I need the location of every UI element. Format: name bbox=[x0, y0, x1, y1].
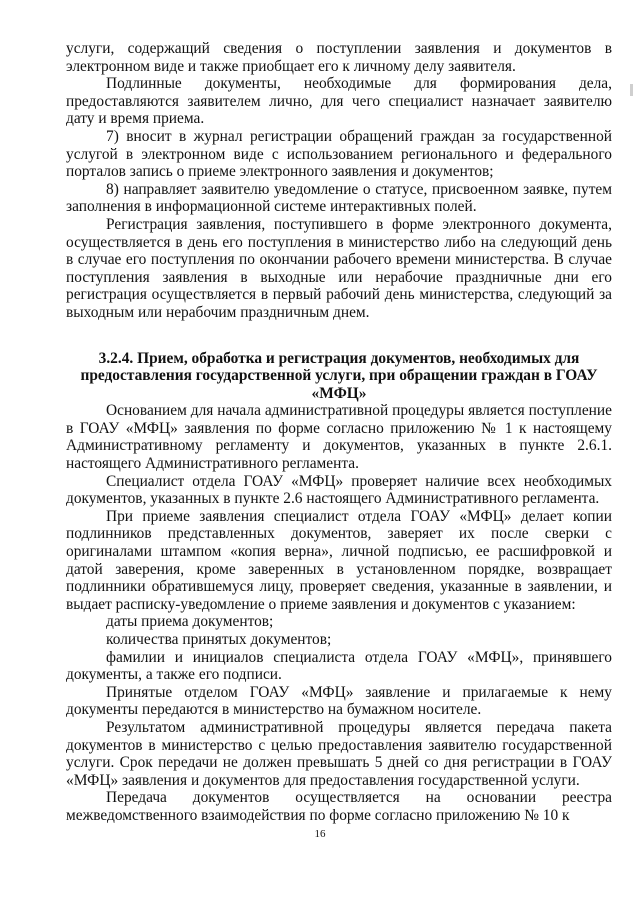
list-item-count: количества принятых документов; bbox=[106, 631, 332, 648]
paragraph-copies: При приеме заявления специалист отдела ГОАУ «МФЦ» делает копии подлинников представленных документов, заверяет их после сверки с оригиналами штампом «копия верна», личной подписью, ее расшифровкой и датой заверения, кроме заверенных в установленном порядке, возвращает подлинники обратившемуся лицу, проверяет сведения, указанные в заявлении, и выдает расписку-уведомление о приеме заявления и документов с указанием: bbox=[66, 507, 612, 613]
paragraph-continuation: услуги, содержащий сведения о поступлении заявления и документов в электронном виде и также приобщает его к личному делу заявителя. bbox=[66, 40, 612, 75]
paragraph-item-7: 7) вносит в журнал регистрации обращений граждан за государственной услугой в электронном виде с использованием регионального и федерального порталов запись о приеме электронного заявления и документов; bbox=[66, 127, 612, 181]
paragraph-original-documents: Подлинные документы, необходимые для формирования дела, предоставляются заявителем лично, для чего специалист назначает заявителю дату и время приема. bbox=[66, 75, 612, 128]
list-item-date: даты приема документов; bbox=[106, 613, 274, 631]
paragraph-item-8: 8) направляет заявителю уведомление о статусе, присвоенном заявке, путем заполнения в информационной системе интерактивных полей. bbox=[66, 180, 612, 216]
page-body bbox=[66, 40, 612, 825]
page-number: 16 bbox=[314, 828, 326, 840]
section-heading: 3.2.4. Прием, обработка и регистрация документов, необходимых для предоставления государственной услуги, при обращении граждан в ГОАУ «МФЦ» bbox=[80, 349, 598, 402]
section-gap bbox=[66, 322, 612, 336]
paragraph-basis: Основанием для начала административной процедуры является поступление в ГОАУ «МФЦ» заявления по форме согласно приложению № 1 к настоящему Административному регламенту и документов, указанных в пункте 2.6.1. настоящего Административного регламента. bbox=[66, 402, 612, 473]
paragraph-check-documents: Специалист отдела ГОАУ «МФЦ» проверяет наличие всех необходимых документов, указанных в пункте 2.6 настоящего Административного регламента. bbox=[66, 472, 612, 508]
list-item-specialist: фамилии и инициалов специалиста отдела ГОАУ «МФЦ», принявшего документы, а также его подписи. bbox=[66, 648, 612, 684]
scan-edge-mark bbox=[630, 84, 633, 96]
paragraph-transfer-paper: Принятые отделом ГОАУ «МФЦ» заявление и прилагаемые к нему документы передаются в министерство на бумажном носителе. bbox=[66, 683, 612, 719]
paragraph-registration: Регистрация заявления, поступившего в форме электронного документа, осуществляется в день его поступления в министерство либо на следующий день в случае его поступления по окончании рабочего времени министерства. В случае поступления заявления в выходные или нерабочие праздничные дни его регистрация осуществляется в первый рабочий день министерства, следующий за выходным или нерабочим праздничным днем. bbox=[66, 215, 612, 321]
paragraph-transfer-registry: Передача документов осуществляется на основании реестра межведомственного взаимодействия по форме согласно приложению № 10 к bbox=[66, 789, 612, 824]
paragraph-result: Результатом административной процедуры является передача пакета документов в министерство с целью предоставления заявителю государственной услуги. Срок передачи не должен превышать 5 дней со дня регистрации в ГОАУ «МФЦ» заявления и документов для предоставления государственной услуги. bbox=[66, 718, 612, 789]
